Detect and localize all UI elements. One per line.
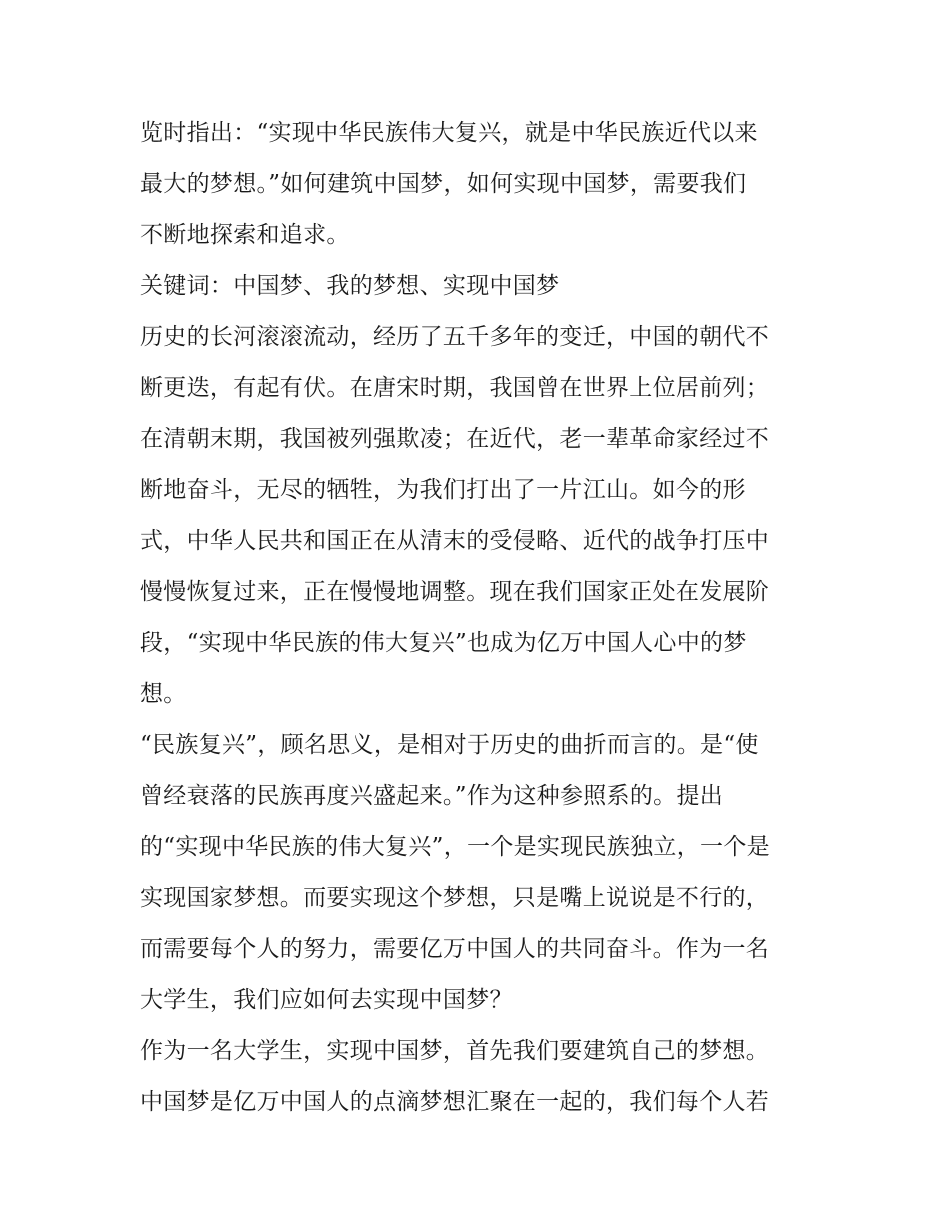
- text-line: 最大的梦想。”如何建筑中国梦，如何实现中国梦，需要我们: [140, 171, 747, 197]
- text-line: 大学生，我们应如何去实现中国梦？: [140, 987, 513, 1013]
- text-line: 中国梦是亿万中国人的点滴梦想汇聚在一起的，我们每个人若: [140, 1089, 770, 1115]
- text-line: 历史的长河滚滚流动，经历了五千多年的变迁，中国的朝代不: [140, 324, 770, 350]
- text-line: 作为一名大学生，实现中国梦，首先我们要建筑自己的梦想。: [140, 1038, 770, 1064]
- text-line: 慢慢恢复过来，正在慢慢地调整。现在我们国家正处在发展阶: [140, 579, 770, 605]
- text-line: 断更迭，有起有伏。在唐宋时期，我国曾在世界上位居前列；: [140, 375, 770, 401]
- text-line: “民族复兴”，顾名思义，是相对于历史的曲折而言的。是“使: [140, 732, 759, 758]
- text-line: 不断地探索和追求。: [140, 222, 350, 248]
- text-line: 览时指出：“实现中华民族伟大复兴，就是中华民族近代以来: [140, 120, 758, 146]
- text-line: 曾经衰落的民族再度兴盛起来。”作为这种参照系的。提出: [140, 783, 724, 809]
- text-line: 想。: [140, 681, 187, 707]
- text-line: 式，中华人民共和国正在从清末的受侵略、近代的战争打压中: [140, 528, 770, 554]
- keywords-line: 关键词：中国梦、我的梦想、实现中国梦: [140, 273, 560, 299]
- text-line: 而需要每个人的努力，需要亿万中国人的共同奋斗。作为一名: [140, 936, 770, 962]
- text-line: 实现国家梦想。而要实现这个梦想，只是嘴上说说是不行的，: [140, 885, 770, 911]
- text-line: 段，“实现中华民族的伟大复兴”也成为亿万中国人心中的梦: [140, 630, 747, 656]
- text-line: 在清朝末期，我国被列强欺凌；在近代，老一辈革命家经过不: [140, 426, 770, 452]
- body-text: [140, 108, 830, 1128]
- text-line: 的“实现中华民族的伟大复兴”，一个是实现民族独立，一个是: [140, 834, 770, 860]
- text-line: 断地奋斗，无尽的牺牲，为我们打出了一片江山。如今的形: [140, 477, 746, 503]
